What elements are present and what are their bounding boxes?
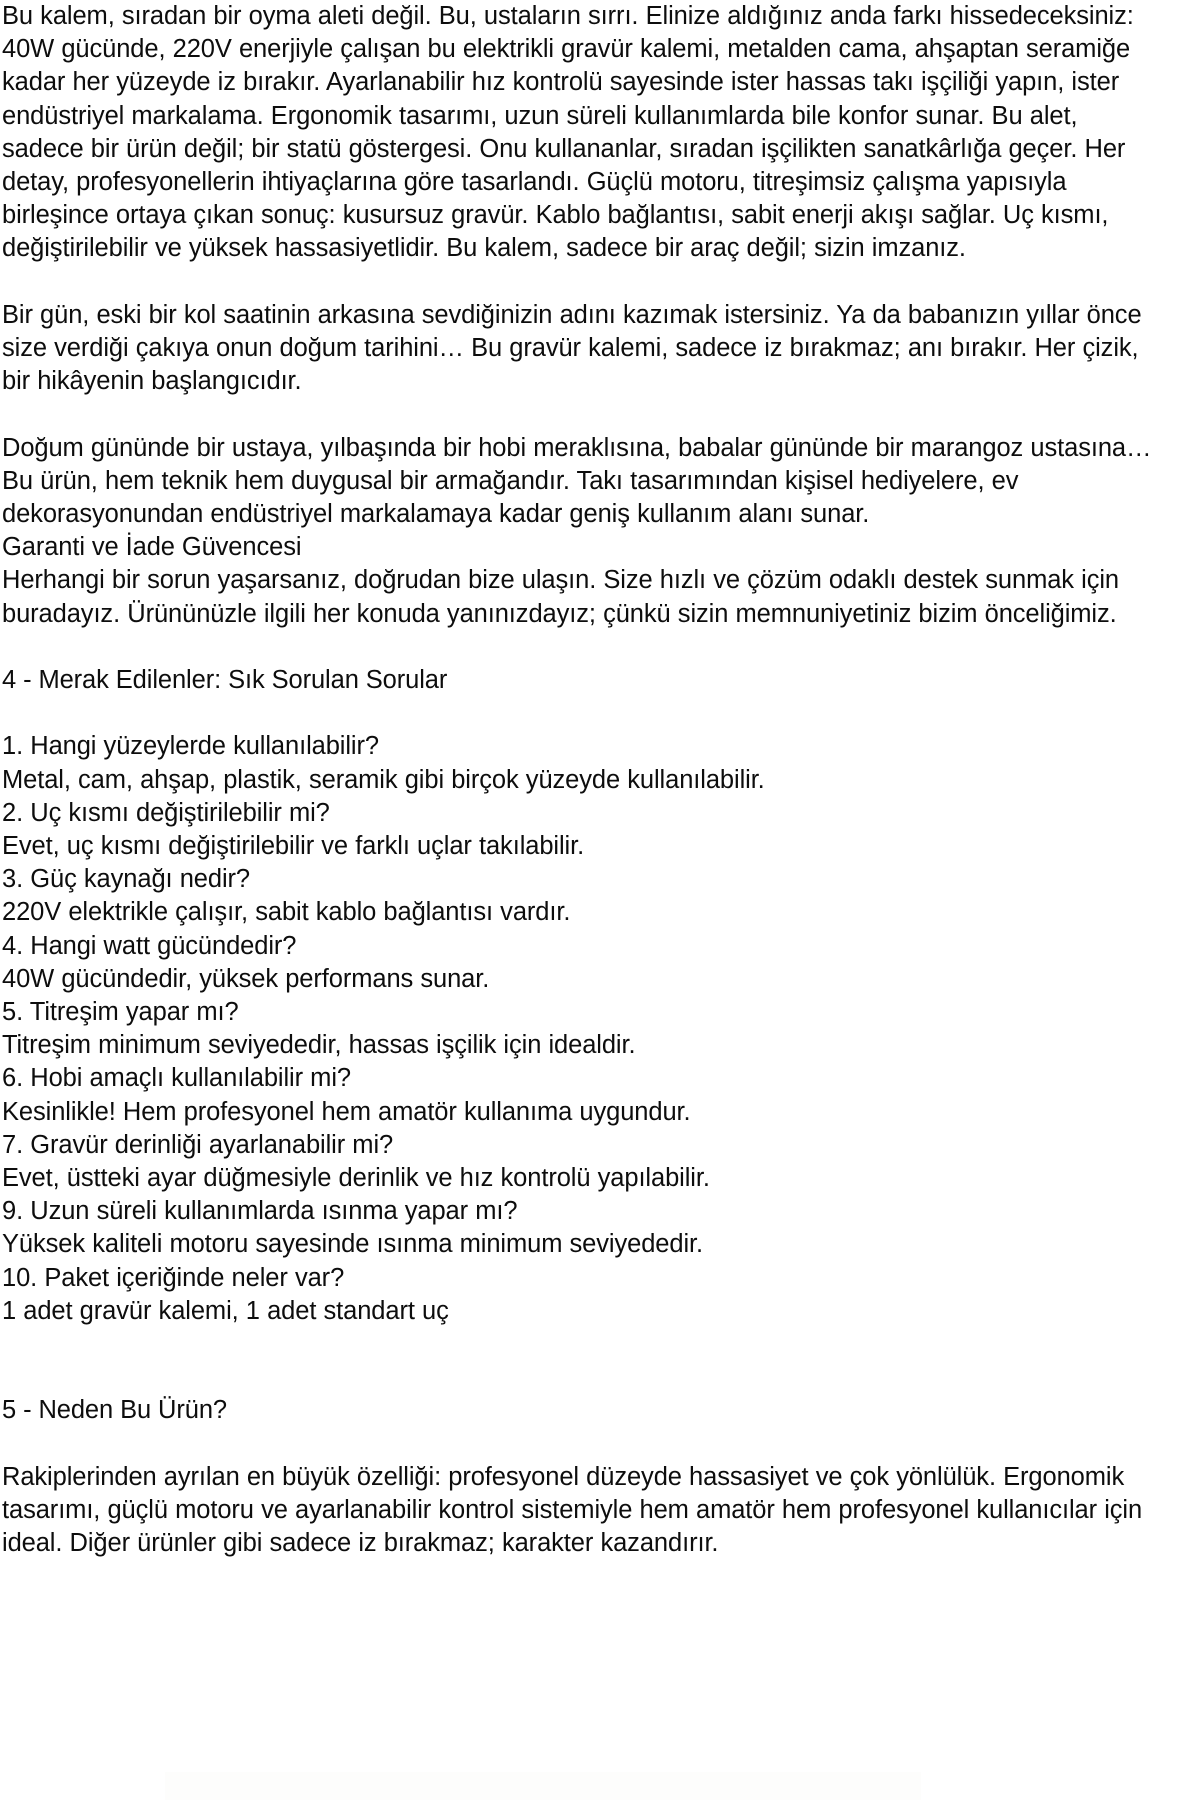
section-gap (2, 631, 1160, 664)
section-gap (2, 697, 1160, 730)
faq-answer: 1 adet gravür kalemi, 1 adet standart uç (2, 1296, 449, 1325)
warranty-paragraph: Herhangi bir sorun yaşarsanız, doğrudan bize ulaşın. Size hızlı ve çözüm odaklı destek sunmak için buradayız. Ürününüzle ilgili her konuda yanınızdayız; çünkü sizin memnuniyetiniz bizim önceliğimiz. (2, 566, 1127, 628)
faq-question: 6. Hobi amaçlı kullanılabilir mi? (2, 1064, 351, 1093)
faq-question: 10. Paket içeriğinde neler var? (2, 1263, 345, 1292)
paragraph-gap (2, 398, 1160, 431)
faq-question: 7. Gravür derinliği ayarlanabilir mi? (2, 1130, 394, 1159)
faq-answer: Metal, cam, ahşap, plastik, seramik gibi birçok yüzeyde kullanılabilir. (2, 765, 765, 794)
faq-question: 9. Uzun süreli kullanımlarda ısınma yapar mı? (2, 1197, 518, 1226)
faq-question: 3. Güç kaynağı nedir? (2, 865, 250, 894)
section-gap (2, 1361, 1160, 1394)
faq-question: 1. Hangi yüzeylerde kullanılabilir? (2, 732, 379, 761)
faq-question: 5. Titreşim yapar mı? (2, 998, 239, 1027)
gift-paragraph: Doğum gününde bir ustaya, yılbaşında bir hobi meraklısına, babalar gününde bir marangoz ustasına… Bu ürün, hem teknik hem duygusal bir armağandır. Takı tasarımından kişisel hediyelere, ev dekorasyonundan endüstriyel markalamaya kadar geniş kullanım alanı sunar. (2, 433, 1159, 529)
faq-answer: 220V elektrikle çalışır, sabit kablo bağlantısı vardır. (2, 898, 571, 927)
faq-list (2, 730, 1160, 1328)
faq-answer: Kesinlikle! Hem profesyonel hem amatör kullanıma uygundur. (2, 1097, 691, 1126)
faq-answer: Evet, üstteki ayar düğmesiyle derinlik ve hız kontrolü yapılabilir. (2, 1164, 710, 1193)
warranty-heading: Garanti ve İade Güvencesi (2, 533, 302, 562)
why-section-heading: 5 - Neden Bu Ürün? (2, 1396, 227, 1425)
faq-answer: Titreşim minimum seviyededir, hassas işçilik için idealdir. (2, 1031, 636, 1060)
faq-question: 2. Uç kısmı değiştirilebilir mi? (2, 798, 330, 827)
faq-answer: Evet, uç kısmı değiştirilebilir ve farklı uçlar takılabilir. (2, 832, 585, 861)
section-gap (2, 1328, 1160, 1361)
bottom-panel (165, 1772, 921, 1800)
faq-section-heading: 4 - Merak Edilenler: Sık Sorulan Sorular (2, 666, 448, 695)
why-section-paragraph: Rakiplerinden ayrılan en büyük özelliği: profesyonel düzeyde hassasiyet ve çok yönlülük. Ergonomik tasarımı, güçlü motoru ve ayarlanabilir kontrol sistemiyle hem amatör hem profesyonel kullanıcılar için ideal. Diğer ürünler gibi sadece iz bırakmaz; karakter kazandırır. (2, 1462, 1150, 1558)
faq-answer: 40W gücündedir, yüksek performans sunar. (2, 964, 490, 993)
story-paragraph: Bir gün, eski bir kol saatinin arkasına sevdiğinizin adını kazımak istersiniz. Ya da babanızın yıllar önce size verdiği çakıya onun doğum tarihini… Bu gravür kalemi, sadece iz bırakmaz; anı bırakır. Her çizik, bir hikâyenin başlangıcıdır. (2, 300, 1149, 396)
section-gap (2, 1428, 1160, 1461)
intro-paragraph: Bu kalem, sıradan bir oyma aleti değil. Bu, ustaların sırrı. Elinize aldığınız anda farkı hissedeceksiniz: 40W gücünde, 220V enerjiyle çalışan bu elektrikli gravür kalemi, metalden cama, ahşaptan seramiğe kadar her yüzeyde iz bırakır. Ayarlanabilir hız kontrolü sayesinde ister hassas takı işçiliği yapın, ister endüstriyel markalama. Ergonomik tasarımı, uzun süreli kullanımlarda bile konfor sunar. Bu alet, sadece bir ürün değil; bir statü göstergesi. Onu kullananlar, sıradan işçilikten sanatkârlığa geçer. Her detay, profesyonellerin ihtiyaçlarına göre tasarlandı. Güçlü motoru, titreşimsiz çalışma yapısıyla birleşince ortaya çıkan sonuç: kusursuz gravür. Kablo bağlantısı, sabit enerji akışı sağlar. Uç kısmı, değiştirilebilir ve yüksek hassasiyetlidir. Bu kalem, sadece bir araç değil; sizin imzanız. (2, 2, 1141, 263)
faq-answer: Yüksek kaliteli motoru sayesinde ısınma minimum seviyededir. (2, 1230, 703, 1259)
faq-question: 4. Hangi watt gücündedir? (2, 931, 297, 960)
paragraph-gap (2, 266, 1160, 299)
